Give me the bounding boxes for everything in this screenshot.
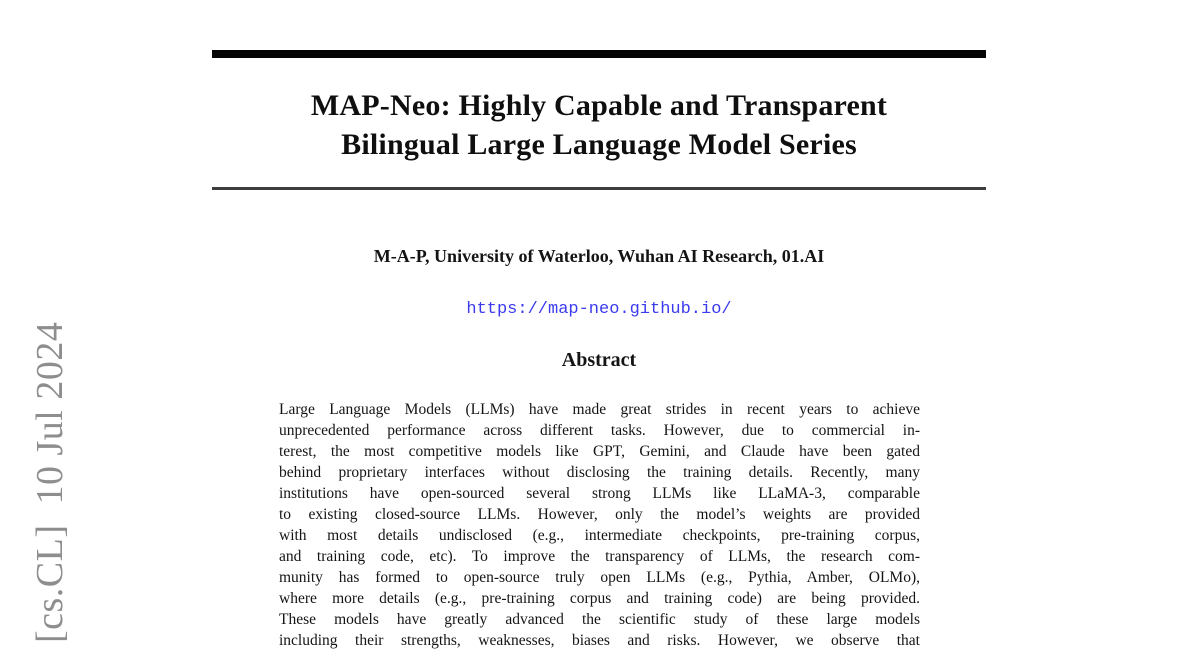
- abstract-line: to existing closed-source LLMs. However, only the model’s weights are provided: [279, 506, 920, 523]
- abstract-line: and training code, etc). To improve the transparency of LLMs, the research com-: [279, 548, 920, 565]
- abstract-line: with most details undisclosed (e.g., intermediate checkpoints, pre-training corpus,: [279, 527, 920, 544]
- abstract-line: These models have greatly advanced the scientific study of these large models: [279, 611, 920, 628]
- title-rule-bottom: [212, 187, 986, 190]
- arxiv-stamp-vertical-text: [cs.CL] 10 Jul 2024: [29, 321, 71, 643]
- abstract-line: institutions have open-sourced several strong LLMs like LLaMA-3, comparable: [279, 485, 920, 502]
- abstract-line: where more details (e.g., pre-training corpus and training code) are being provided.: [279, 590, 920, 607]
- project-link-row: [212, 300, 986, 319]
- abstract-heading: Abstract: [561, 349, 637, 371]
- abstract-body: [279, 399, 920, 651]
- project-url-link[interactable]: https://map-neo.github.io/: [466, 300, 732, 319]
- author-list: M-A-P, University of Waterloo, Wuhan AI Research, 01.AI: [373, 246, 825, 266]
- abstract-line: Large Language Models (LLMs) have made great strides in recent years to achieve: [279, 401, 920, 418]
- paper-title: [212, 86, 986, 164]
- paper-title-line-2: Bilingual Large Language Model Series: [341, 128, 857, 161]
- abstract-line: munity has formed to open-source truly open LLMs (e.g., Pythia, Amber, OLMo),: [279, 569, 920, 586]
- abstract-line: including their strengths, weaknesses, biases and risks. However, we observe that: [279, 632, 920, 649]
- abstract-line: unprecedented performance across different tasks. However, due to commercial in-: [279, 422, 920, 439]
- title-rule-top: [212, 50, 986, 58]
- paper-title-line-1: MAP-Neo: Highly Capable and Transparent: [310, 89, 888, 122]
- abstract-line: behind proprietary interfaces without disclosing the training details. Recently, many: [279, 464, 920, 481]
- abstract-line: terest, the most competitive models like GPT, Gemini, and Claude have been gated: [279, 443, 920, 460]
